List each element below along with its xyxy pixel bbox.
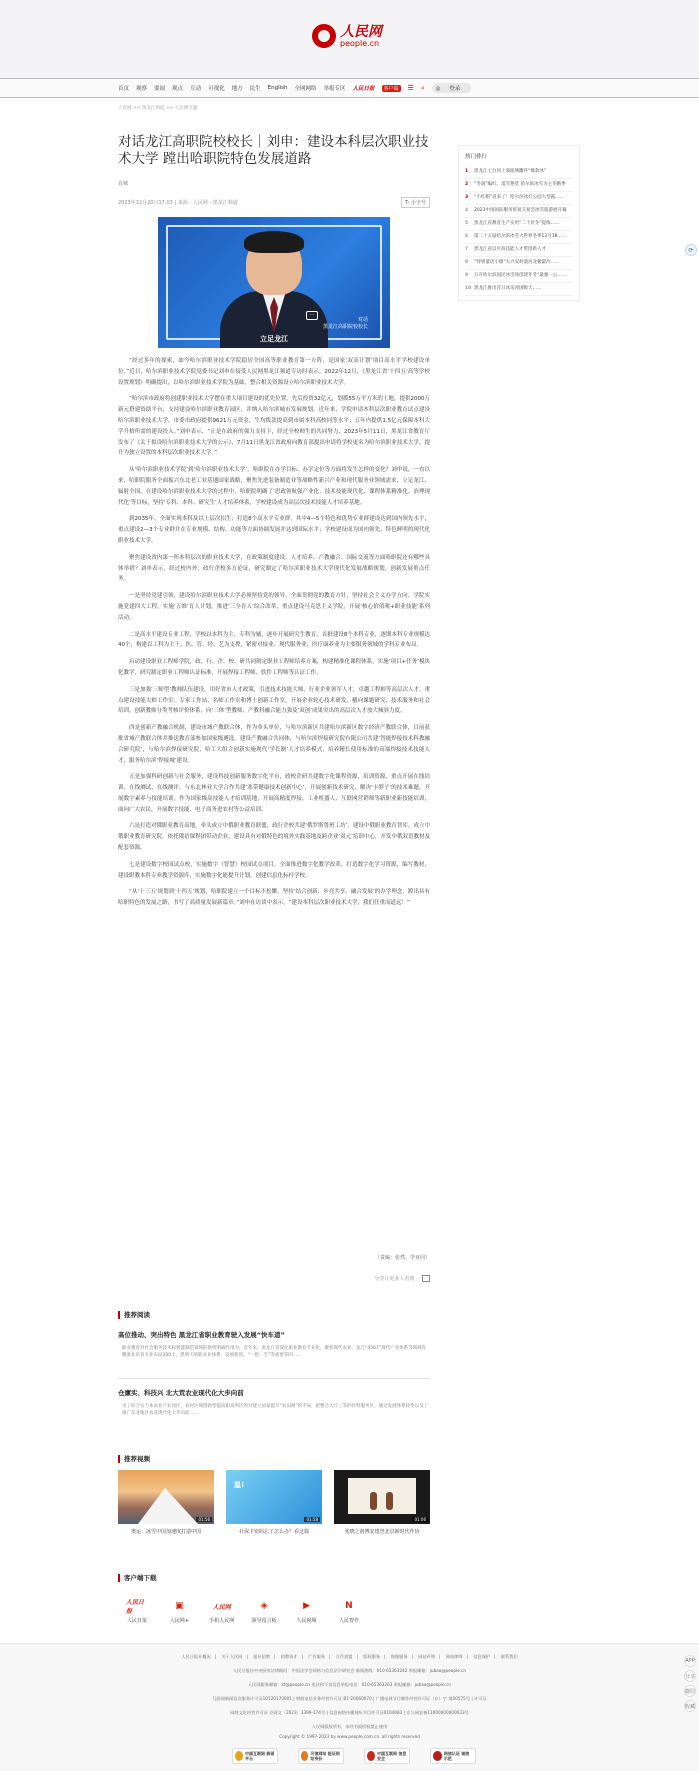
logo-text-en: people.cn <box>340 38 380 48</box>
ranking-text[interactable]: “冬润”编红、落雪艳装 哈尔滨冰雪为主冬跑季 <box>474 182 566 187</box>
video-duration: 01:58 <box>306 1517 318 1522</box>
video-card[interactable] <box>334 1470 430 1535</box>
share-icon[interactable] <box>422 1275 430 1282</box>
article-paragraph: 二是高水平建设专业工程，学校以本科为主、专科为辅，逐步开展研究生教育，首批建设8个本科专业，逐期本科专业规模达40个，构建以工科为主干，医、管、经、艺为支撑，紧密对接业、现代服务业、医疗康养业为主要服务领域的学科专业布局。 <box>118 631 430 649</box>
app-people-daily[interactable] <box>118 1598 156 1624</box>
site-logo[interactable] <box>312 24 382 48</box>
article-paragraph: 启动建设职业工程师学院，政、行、企、校、研共同制定职业工程师培养方案，构建精准化课程体系，实施‘项目+任务’模块化教学，研究制定职业工程师认证标准，开展焊接工程师、软件工程师等认证工作。 <box>118 659 430 676</box>
nav-item-opinion[interactable]: 观点 <box>172 86 184 92</box>
recommend-title[interactable]: 高位推动、突出特色 黑龙江省职业教育驶入发展“快车道” <box>118 1331 285 1339</box>
nav-item-observe[interactable]: 观察 <box>136 86 148 92</box>
ranking-item[interactable] <box>465 218 573 231</box>
video-duration: 01:56 <box>198 1517 210 1522</box>
nav-item-network[interactable]: 全网网络 <box>294 86 317 92</box>
footer-link[interactable]: 报社招聘 <box>253 1654 270 1659</box>
ranking-item[interactable] <box>465 283 573 296</box>
app-label: 人民视频 <box>296 1618 317 1624</box>
article-paragraph: “哈尔滨市政府将创建职业技术大学摆在重大项目建设的优先位置，先后投资32亿元，划拨55万平方米的土地，提供2000万新元搭建资助平台，支持建设哈尔滨职业教育园区，并纳入哈尔滨城市发展规划。近年来，学院申请本科层次职业教育试点建设哈尔滨职业技术大学，市委市政府提供9621万元资金，生均拨款提高到市属本科高校同等水平；五年内提供1.5亿元保障本科大学升格所需的建设投入。”刘申表示，“正是在政府的强力支持下，经过全校师生的共同努力，2023年5月11日，黑龙江省教育厅发布了《关于拟设哈尔滨职业技术大学的公示》，7月11日黑龙江省政府向教育部提出申请将学校更名为哈尔滨职业技术大学，提升为独立设置的本科层次职业技术大学。” <box>118 396 430 457</box>
logo-text-cn: 人民网 <box>340 23 382 40</box>
footer-link[interactable]: 信息保护 <box>473 1654 491 1659</box>
video-person-hair <box>244 231 304 253</box>
article-paragraph: 三是加强‘三师型’教师队伍建设，用好省市人才政策，引进技术技能大师、行业企业领军人才，卓越工程师等高层次人才，重点建设技能大师工作室、专家工作站、名师工作室和博士创新工作室，开展企业轮心技术研发、横向课题研究、技术服务和社会培训，创新教师分类考核评价体系，向‘三体’型教师、产教科融合能力强及‘双创’成果突出的高层次人才放大倾斜力度。 <box>118 686 430 715</box>
mobile-people-icon: 人民网 <box>212 1603 231 1611</box>
footer-legal-line: 人民日报社中央厨房法律顾问：中国法学会网络与信息法学研究会 新闻热线：010-65363242 举报邮箱：jubao@people.cn <box>232 1668 467 1673</box>
app-download-button[interactable]: APP <box>684 1655 696 1667</box>
app-label: 人民智作 <box>338 1618 359 1624</box>
hot-ranking-panel <box>458 145 580 301</box>
rank-number: 7 <box>465 247 469 252</box>
ranking-item[interactable] <box>465 192 573 205</box>
rumor-platform-icon <box>235 1751 243 1761</box>
ranking-item[interactable] <box>465 231 573 244</box>
footer-link[interactable]: 版权服务 <box>363 1654 381 1659</box>
footer-legal-line: 人民网服务邮箱：kf@people.cn 违法和不良信息举报电话：010-65363263 举报邮箱：jubao@people.cn <box>247 1682 451 1687</box>
footer-links: 人民日报社概况 | 关于人民网 | 报社招聘 | 招聘英才 | 广告服务 | 合作加盟 | 版权服务 | 数据服务 | 网站声明 | 网站律师 | 信息保护 | 联系我们 <box>181 1654 518 1659</box>
rank-number: 3 <box>465 195 469 200</box>
footer-link[interactable]: 招聘英才 <box>280 1654 298 1659</box>
article-video[interactable] <box>158 217 390 348</box>
footer-license-line: 互联网新闻信息服务许可证10120170001 | 增值电信业务经营许可证 B1-20060070 | 广播电视节目制作经营许可证（京）字 第00575号 | 许可证 <box>212 1696 487 1701</box>
site-footer <box>0 1643 699 1771</box>
footer-link[interactable]: 联系我们 <box>500 1654 518 1659</box>
article-paragraph: 到2035年，全面实现本科及以上层次招生；打造8个高水平专业群，其中4—5个特色和优势专业群建设达到国内领先水平，重点建设2—3个专业群并在专业规模、结构、功能等方面协调发展并达到国际水平；学校建设成为国内领先、特色鲜明的现代化职业技术大学。 <box>118 516 430 544</box>
ranking-item[interactable] <box>465 244 573 257</box>
apps-heading: 客户端下载 <box>118 1574 430 1582</box>
rank-number: 10 <box>465 286 472 291</box>
app-people-video[interactable] <box>288 1598 326 1624</box>
article-meta <box>118 197 430 208</box>
ranking-item[interactable] <box>465 257 573 270</box>
article-header <box>118 134 430 208</box>
people-daily-icon: 人民日报 <box>126 1599 145 1615</box>
rank-number: 6 <box>465 234 469 239</box>
rank-number: 1 <box>465 169 469 174</box>
article-paragraph: 七是建设数字校园试点校，实施数字（智慧）校园试点项目，全面推进数字化教学改革，打造数字化学习资源，编写教材，建设职教本科专业教学资源库，实施数字化能提升计划，创建信息化标杆学校。 <box>118 861 430 879</box>
chat-bubble-icon: ··· <box>306 311 318 320</box>
article-paragraph: 聚焦建设省内第一所本科层次的职业技术大学，在政策制度建设、人才培养、产教融合、国际交流等方面哈职院还有哪些具体举措？刘申表示，经过校内外、政行企校多方论证，研究制定了哈尔滨职业技术大学现代化发展战略规划，创新发展重点任务。 <box>118 554 430 583</box>
video-tag-line2: 黑龙江高职院校校长 <box>322 324 368 330</box>
video-thumbnail[interactable] <box>334 1470 430 1524</box>
article-paragraph: 五是加强科研创新与社会服务，建设科技创新服务数字化平台，政校企研共建数字化课程资源，培训资源，重点开展在线培训、在线测试、在线测评。与东北林业大学合作共建‘寒带健康技术创新中心’，开展创新技术研究，解决‘卡脖子’的技术难题，开展数字素养与技能培训，作为国家级高技能人才培训基地，开展高精度焊接、工业机器人、互联网营销师等新职业新技能培训，面向广大农民，开展数字技能、电子商务进农村等公益培训。 <box>118 774 430 813</box>
ranking-text[interactable]: 第二十五届哈尔滨冰雪大世界冬季12月18…… <box>474 234 567 239</box>
font-size-toggle[interactable]: T- 小字号 <box>401 197 430 208</box>
app-label: 人民网+ <box>169 1618 189 1624</box>
floating-toolbar <box>684 1655 696 1715</box>
footer-link[interactable]: 人民日报社概况 <box>181 1654 211 1659</box>
footer-link[interactable]: 网站声明 <box>418 1654 436 1659</box>
people-plus-icon: ▣ <box>175 1601 184 1611</box>
people-n-icon: N <box>345 1601 353 1611</box>
recommend-title[interactable]: 仓廪实、科技兴 北大荒农业现代化大步向前 <box>118 1389 244 1397</box>
divider <box>118 1378 430 1379</box>
trust-badge[interactable] <box>364 1748 410 1764</box>
article-body <box>118 356 430 915</box>
ranking-item[interactable] <box>465 270 573 283</box>
main-nav <box>0 78 699 98</box>
ranking-text[interactable]: 黑龙江省教育生产实用“二十伏冬”提练…… <box>474 221 560 226</box>
trust-badge[interactable] <box>298 1748 344 1764</box>
video-card[interactable] <box>118 1470 214 1535</box>
logo-mark-icon <box>312 24 336 48</box>
article-paragraph: 四是创新产教融合机制，建设市域产教联合体，作为牵头单位，与哈尔滨新区共建哈尔滨新区数字经济产教联合体，目前获批省城产教联合体并推送教育部参加国家级遴选。建设产教融合共同体，与哈尔滨焊接研究院有限公司共建‘智能焊接技术科教融合研究院’，与哈尔滨焊接研究院、哈工大组合创新实施现代‘学长制’人才培养模式，培养精长使用标准的高端焊接技术技能人才，服务哈尔滨‘焊接城’建设。 <box>118 725 430 764</box>
article-paragraph: 一是坚持党建引领，建设哈尔滨职业技术大学必须坚持党的领导，全面贯彻党的教育方针，坚持社会主义办学方向。学院实施党建四大工程，实施‘五维’育人计划，推进‘三全育人’综合改革，重点建设马克思主义学院，开展‘核心价值观+职业技能’系列活动。 <box>118 593 430 621</box>
footer-link[interactable]: 网站律师 <box>445 1654 463 1659</box>
thumbnail-mark: 温! <box>234 1481 245 1489</box>
article-paragraph: “从‘十三五’规划到‘十四五’规划，哈职院建立一个目标不松懈，坚持‘结合创新、步亮共享、融合发展’的办学理念，蹚出具有哈职特色的发展之路，书写了高质量发展新篇章。”刘申在访谈中表示，“建设本科层次职业技术大学，我们任重而道远！” <box>118 889 430 907</box>
badge-label: 可信网站 验证网站身份 <box>310 1751 340 1761</box>
ranking-text[interactable]: 黑龙江省以可高技能人才带创新人才 <box>474 247 546 252</box>
thumbnail-person <box>386 1492 393 1510</box>
trust-badge[interactable] <box>430 1748 476 1764</box>
float-feedback-icon[interactable]: ⟳ <box>685 244 697 256</box>
videos-heading: 推荐视频 <box>118 1455 430 1463</box>
footer-link[interactable]: 数据服务 <box>390 1654 408 1659</box>
nav-item-home[interactable]: 首页 <box>118 86 130 92</box>
message-board-icon: ◈ <box>260 1601 268 1611</box>
nav-item-livelihood[interactable]: 民生 <box>249 86 261 92</box>
site-header <box>0 0 699 78</box>
font-size-label: 小字号 <box>410 200 426 206</box>
trust-badge[interactable] <box>232 1748 278 1764</box>
badge-label: 网信认证 诚信示范 <box>443 1751 470 1761</box>
video-duration: 01:06 <box>414 1517 426 1522</box>
footer-link[interactable]: 广告服务 <box>308 1654 325 1659</box>
login-label: 登录 <box>449 86 461 92</box>
badge-label: 中国互联网 信息安全 <box>377 1751 407 1761</box>
recommend-item[interactable] <box>118 1330 430 1359</box>
thumbnail-person <box>370 1492 377 1510</box>
video-caption: 立足龙江 <box>260 335 288 343</box>
thumbnail-stage <box>348 1478 416 1514</box>
rank-number: 2 <box>465 182 469 187</box>
footer-copyright: 人民网版权所有，未经书面授权禁止使用 <box>311 1724 388 1729</box>
recommend-heading: 推荐阅读 <box>118 1311 430 1319</box>
video-list <box>118 1470 430 1535</box>
trust-badges <box>232 1748 476 1764</box>
nav-item-english[interactable]: English <box>267 85 288 91</box>
app-label: 人民日报 <box>126 1618 147 1624</box>
video-play-icon: ▶ <box>303 1601 311 1611</box>
user-icon: ◎ <box>435 86 441 92</box>
recommend-desc: 为了综合实力本农业产业园区，农村区域创新型提高职高所区的对建立国家提升“农田网”的平局，把整合大厅三等的社科服务区，通过发展体系转变以及了推广东北地区农业现代化大步向前…… <box>122 1404 429 1416</box>
video-card[interactable] <box>226 1470 322 1535</box>
footer-copyright-en: Copyright © 1997-2023 by www.people.com.cn. all rights reserved <box>279 1734 420 1739</box>
footer-link[interactable]: 合作加盟 <box>335 1654 353 1659</box>
app-label: 手机人民网 <box>209 1618 235 1624</box>
login-button[interactable] <box>432 83 472 93</box>
app-mobile-people[interactable] <box>203 1598 241 1624</box>
nav-people-daily-brand[interactable]: 人民日报 <box>352 86 375 92</box>
breadcrumb[interactable]: 人民网 >> 黑龙江频道 >> 人民网专题 <box>118 106 198 111</box>
favorite-button[interactable]: 收藏 <box>684 1700 696 1712</box>
article-paragraph: “经过多年的探索，如今哈尔滨职业技术学院稳居全国高等职业教育第一方阵，是国家‘双高计划’项目高水平学校建设单位。”近日，哈尔滨职业技术学院党委书记刘申在接受人民网黑龙江频道专访时表示。2022年12月，《黑龙江省‘十四五’高等学校设置规划》明确提出，以哈尔滨职业技术学院为基础，整合相关资源设立哈尔滨职业技术大学。 <box>118 358 430 386</box>
hot-ranking-heading: 热门排行 <box>465 154 488 160</box>
wechat-button[interactable]: 微信 <box>684 1685 696 1697</box>
rank-number: 8 <box>465 260 469 265</box>
app-people-zhizuo[interactable] <box>330 1598 368 1624</box>
ranking-text[interactable]: “小红帽”返来了！哈尔滨冰灯公园大型露…… <box>474 195 565 200</box>
menu-grid-icon[interactable]: ☰ <box>407 84 414 92</box>
recommend-item[interactable] <box>118 1388 430 1417</box>
nav-client-badge[interactable]: 客户端 <box>383 85 399 92</box>
ranking-text[interactable]: “特别童话小镇”大兴安岭漠河北极最冷…… <box>474 260 560 265</box>
trusted-site-icon <box>301 1751 308 1761</box>
ranking-item[interactable] <box>465 205 573 218</box>
article-editor: （责编：张然、李亚同） <box>374 1255 430 1261</box>
footer-link[interactable]: 关于人民网 <box>221 1654 243 1659</box>
ranking-text[interactable]: 万开哈尔滨国民冰雪场创建冬冬“最强一公…… <box>474 273 567 278</box>
share-button[interactable]: 分享 <box>684 1670 696 1682</box>
nav-item-local[interactable]: 地方 <box>231 86 243 92</box>
rank-number: 5 <box>465 221 469 226</box>
ranking-text[interactable]: 黑龙江七台河上演玻璃雕件“爆款冰” <box>474 169 547 174</box>
share-label: 分享让更多人看到 <box>374 1276 415 1282</box>
article-author: 肖城 <box>118 181 129 187</box>
ranking-text[interactable]: 黑龙江推出首日冰乐园国级大…… <box>474 286 542 291</box>
nav-item-visual[interactable]: 可视化 <box>208 86 225 92</box>
video-card-caption[interactable]: 奥运：冰雪中国加速度打造中国 <box>130 1529 201 1535</box>
article-date-source: 2023年12月20日17:03 | 来源：人民网－黑龙江频道 <box>118 200 238 206</box>
article-paragraph: 六是打造对俄职业教育高地。牵头成立中俄职业教育联盟，政行企校共建‘俄罗斯鲁班工坊’，建设中俄职业教育智库，成立中俄职业教育研究院，依托俄语课程团带动企业，建设具有对俄特色的境外实践基地及跨企业‘双元’培训中心，开发中俄双语教材及配套资源。 <box>118 823 430 852</box>
video-tag <box>323 316 368 330</box>
nav-item-report[interactable]: 举报专区 <box>323 86 346 92</box>
app-message-board[interactable] <box>245 1598 283 1624</box>
app-label: 领导留言板 <box>251 1618 277 1624</box>
ranking-text[interactable]: 2023中国国际服务贸易交易会冰雪旅游展开幕 <box>474 208 567 213</box>
video-tag-line1: 对话 <box>357 317 368 323</box>
article-title: 对话龙江高职院校校长｜刘申：建设本科层次职业技术大学 蹚出哈职院特色发展道路 <box>118 134 429 167</box>
rank-number: 9 <box>465 273 469 278</box>
video-thumbnail[interactable] <box>118 1470 214 1524</box>
footer-license-line: 网络文化经营许可证 京网文〔2023〕3399-174号 | 信息网络传播视听节目许可证0104083 | 京公网安备11000000000033号 <box>230 1710 469 1715</box>
security-icon <box>367 1751 375 1761</box>
rank-number: 4 <box>465 208 469 213</box>
app-download-list <box>118 1598 368 1624</box>
nav-item-interact[interactable]: 互动 <box>190 86 202 92</box>
article-paragraph: 从‘哈尔滨职业技术学院’到‘哈尔滨职业技术大学’，哈职院在办学目标、办学定位等方面将发生怎样的变化？刘申说，一直以来，哈职院服务全面振兴东北老工业基地国家战略，聚焦先进装备制造业等战略性新兴产业和现代服务业领域需求，立足龙江、辐射全国，在建设哈尔滨职业技术大学的过程中，哈职院明确了‘思政领航强产业化、技术技能现代化、课程体系精准化、治理现代化’等目标，坚持‘专科、本科、研究生’人才培养体系，学校建设成为高层次技术技能人才培养基地。 <box>118 467 430 506</box>
ranking-item[interactable] <box>465 166 573 179</box>
search-icon[interactable]: ⌕ <box>420 83 425 92</box>
ranking-item[interactable] <box>465 179 573 192</box>
nav-item-news[interactable]: 要闻 <box>154 86 166 92</box>
video-thumbnail[interactable] <box>226 1470 322 1524</box>
badge-label: 中国互联网 辟谣平台 <box>245 1751 275 1761</box>
recommend-desc: 职业教育对社会服务技术和智能制造领域的供给明确作用为。近年来，黑龙江省深化职业教育专业化，聚焦现代农业、龙江“4567”现代产业体系等领域育精准业培育专业布局200个，黑明天的职业业体系，发展新的。“一把一手”等重要等四…… <box>122 1346 427 1358</box>
app-people-plus[interactable] <box>160 1598 198 1624</box>
share-bar <box>118 1275 430 1282</box>
integrity-icon <box>433 1751 442 1761</box>
video-card-caption[interactable]: 社保卡密码忘了怎么办？看这篇 <box>238 1529 309 1535</box>
video-card-caption[interactable]: 张晓之润博安建登北京新时代作协 <box>344 1529 420 1535</box>
